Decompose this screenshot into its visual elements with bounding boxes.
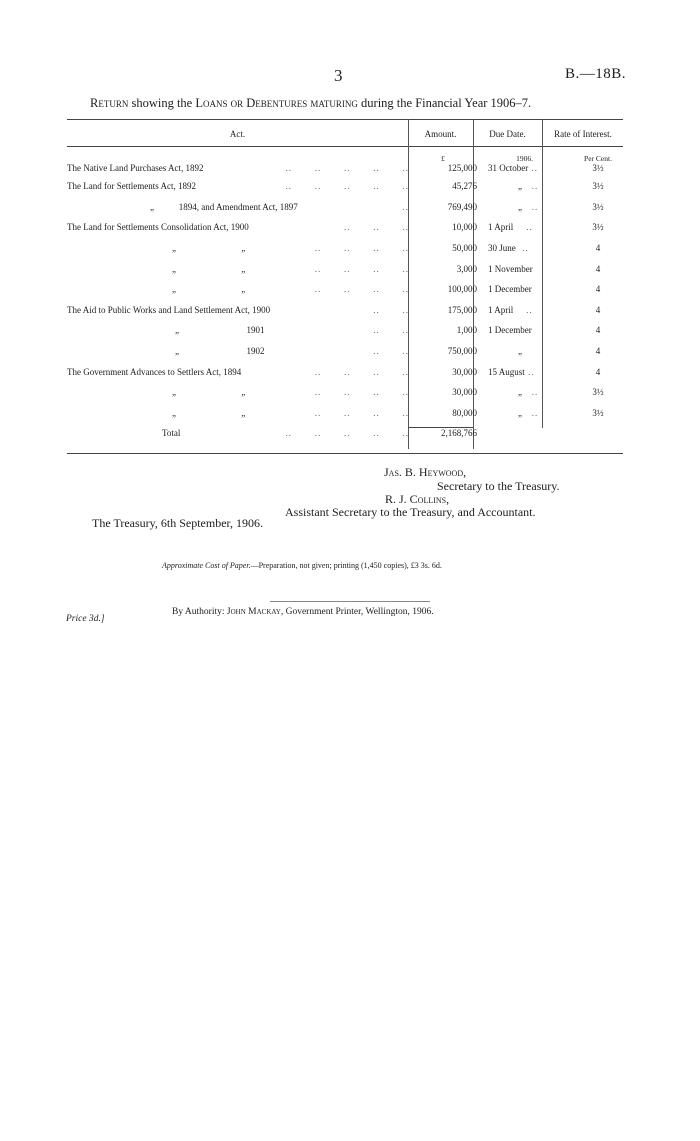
leader-dots: .. .. .. xyxy=(344,222,409,233)
act-name: „ 1894, and Amendment Act, 1897 xyxy=(150,201,298,212)
due-cell xyxy=(483,217,561,238)
leader-dots: .. .. xyxy=(373,304,409,315)
amount-value: 10,000 xyxy=(452,222,477,233)
amount-value: 1,000 xyxy=(456,325,477,336)
act-cell xyxy=(67,361,409,382)
printer-authority xyxy=(172,607,434,617)
leader-dots: .. .. .. .. xyxy=(314,243,409,254)
act-name: „ „ xyxy=(172,263,246,274)
due-cell xyxy=(483,150,561,176)
rate-value: 3½ xyxy=(592,181,604,192)
rate-cell xyxy=(561,150,635,176)
due-value: 1 April xyxy=(488,222,514,233)
leader-dots: .. xyxy=(522,407,539,418)
header-act: Act. xyxy=(229,129,246,139)
table-row xyxy=(67,382,635,403)
page-number: 3 xyxy=(334,66,343,85)
signatory-name-1 xyxy=(384,465,466,480)
rate-value: 3½ xyxy=(592,407,604,418)
act-cell xyxy=(67,403,409,424)
act-cell xyxy=(67,176,409,197)
due-value: 31 October xyxy=(488,162,529,173)
table-row xyxy=(67,341,635,362)
table-row xyxy=(67,176,635,197)
rate-value: 3½ xyxy=(592,162,604,173)
rate-value: 4 xyxy=(595,243,601,254)
act-name: „ 1902 xyxy=(175,346,265,357)
due-value: „ xyxy=(518,201,522,212)
rate-value: 3½ xyxy=(592,222,604,233)
leader-dots: .. .. .. .. xyxy=(314,284,409,295)
amount-value: 3,000 xyxy=(456,263,477,274)
table-row xyxy=(67,361,635,382)
table-row xyxy=(67,217,635,238)
signatory-title-1: Secretary to the Treasury. xyxy=(437,479,560,493)
leader-dots: .. xyxy=(524,366,535,377)
cost-text: —Preparation, not given; printing (1,450 copies), £3 3s. 6d. xyxy=(250,561,442,570)
act-name: „ „ xyxy=(172,243,246,254)
amount-value: 769,490 xyxy=(447,201,477,212)
title-return-word: Return xyxy=(90,96,129,110)
title-showing: showing the xyxy=(128,96,196,110)
due-cell xyxy=(483,361,561,382)
leader-dots: .. xyxy=(402,201,409,212)
amount-value: 30,000 xyxy=(452,387,477,398)
table-row xyxy=(67,197,635,218)
amount-cell xyxy=(409,150,483,176)
signatory-name-2-text: R. J. Collins, xyxy=(385,492,450,506)
table-row xyxy=(67,258,635,279)
rate-value: 4 xyxy=(595,263,601,274)
leader-dots: .. xyxy=(522,201,539,212)
amount-value: 750,000 xyxy=(447,346,477,357)
rate-cell xyxy=(561,423,635,444)
amount-value: 30,000 xyxy=(452,366,477,377)
act-name: „ „ xyxy=(172,284,246,295)
rate-unit: Per Cent. xyxy=(584,153,612,163)
act-cell xyxy=(67,150,409,176)
act-cell xyxy=(67,320,409,341)
act-cell xyxy=(67,382,409,403)
amount-value: 175,000 xyxy=(447,304,477,315)
act-cell xyxy=(67,217,409,238)
act-cell xyxy=(67,423,409,444)
cost-of-paper xyxy=(162,561,442,570)
table-bottom-rule xyxy=(67,453,623,454)
due-cell xyxy=(483,382,561,403)
document-reference: B.—18B. xyxy=(565,66,627,82)
due-cell xyxy=(483,341,561,362)
cost-label: Approximate Cost of Paper. xyxy=(162,561,251,570)
due-value: „ xyxy=(518,181,522,192)
place-and-date: The Treasury, 6th September, 1906. xyxy=(92,516,264,530)
amount-value: 50,000 xyxy=(452,243,477,254)
leader-dots: .. .. .. .. xyxy=(314,407,409,418)
leader-dots: .. xyxy=(522,181,539,192)
due-cell xyxy=(483,300,561,321)
due-cell xyxy=(483,238,561,259)
header-due-date: Due Date. xyxy=(489,129,526,139)
rate-value: 3½ xyxy=(592,201,604,212)
act-cell xyxy=(67,279,409,300)
act-cell xyxy=(67,300,409,321)
leader-dots: .. .. .. .. .. xyxy=(285,428,409,439)
table-header-rule xyxy=(67,146,623,147)
due-value: „ xyxy=(518,407,522,418)
act-cell xyxy=(67,258,409,279)
rate-value: 4 xyxy=(595,284,601,295)
leader-dots: .. .. xyxy=(373,325,409,336)
amount-value: 80,000 xyxy=(452,407,477,418)
amount-value: 45,276 xyxy=(452,181,477,192)
table-row xyxy=(67,150,635,176)
leader-dots: .. .. .. .. xyxy=(314,263,409,274)
leader-dots: .. .. xyxy=(373,346,409,357)
rate-value: 4 xyxy=(595,304,601,315)
leader-dots: .. xyxy=(513,222,533,233)
loans-table xyxy=(67,150,635,444)
leader-dots: .. .. .. .. xyxy=(314,366,409,377)
leader-dots: .. .. .. .. .. xyxy=(285,162,409,173)
total-amount: 2,168,766 xyxy=(441,428,477,439)
table-row xyxy=(67,403,635,424)
act-cell xyxy=(67,197,409,218)
total-label: Total xyxy=(162,428,181,439)
signatory-name-1-text: Jas. B. Heywood, xyxy=(384,465,467,479)
leader-dots: .. xyxy=(515,243,529,254)
return-title xyxy=(90,96,531,111)
table-row xyxy=(67,238,635,259)
due-cell xyxy=(483,423,561,444)
due-cell xyxy=(483,176,561,197)
authority-prefix: By Authority: xyxy=(172,607,227,617)
rate-value: 3½ xyxy=(592,387,604,398)
leader-dots: .. .. .. .. xyxy=(314,387,409,398)
act-name: The Native Land Purchases Act, 1892 xyxy=(67,162,204,173)
price: Price 3d.] xyxy=(66,614,105,624)
act-name: The Land for Settlements Act, 1892 xyxy=(67,181,196,192)
due-cell xyxy=(483,403,561,424)
due-value: „ xyxy=(518,346,522,357)
leader-dots: .. xyxy=(513,304,533,315)
act-name: The Aid to Public Works and Land Settlement Act, 1900 xyxy=(67,304,271,315)
table-row xyxy=(67,320,635,341)
act-cell xyxy=(67,341,409,362)
due-value: 1 December xyxy=(488,284,532,295)
due-value: 15 August xyxy=(488,366,525,377)
rate-value: 4 xyxy=(595,366,601,377)
signatory-title-2: Assistant Secretary to the Treasury, and Accountant. xyxy=(285,505,536,519)
act-name: „ „ xyxy=(172,407,246,418)
printer-name: John Mackay xyxy=(226,607,281,617)
due-value: 1 December xyxy=(488,325,532,336)
title-loans: Loans or Debentures maturing xyxy=(195,96,358,110)
amount-unit: £ xyxy=(441,153,445,163)
act-name: „ „ xyxy=(172,387,246,398)
date-year: 1906. xyxy=(516,153,533,163)
header-rate: Rate of Interest. xyxy=(554,129,612,139)
rate-value: 4 xyxy=(595,346,601,357)
act-cell xyxy=(67,238,409,259)
act-name: The Government Advances to Settlers Act, 1894 xyxy=(67,366,242,377)
table-top-rule xyxy=(67,119,623,120)
due-cell xyxy=(483,197,561,218)
amount-value: 125,000 xyxy=(447,162,477,173)
due-value: 1 November xyxy=(488,263,533,274)
leader-dots: .. xyxy=(522,387,539,398)
table-row xyxy=(67,279,635,300)
act-name: The Land for Settlements Consolidation Act, 1900 xyxy=(67,222,249,233)
rate-value: 4 xyxy=(595,325,601,336)
leader-dots: .. .. .. .. .. xyxy=(285,181,409,192)
authority-suffix: , Government Printer, Wellington, 1906. xyxy=(280,607,434,617)
total-row xyxy=(67,423,635,444)
leader-dots: .. xyxy=(528,162,538,173)
table-row xyxy=(67,300,635,321)
due-value: „ xyxy=(518,387,522,398)
header-amount: Amount. xyxy=(424,129,457,139)
authority-rule xyxy=(270,601,430,602)
due-value: 1 April xyxy=(488,304,514,315)
amount-value: 100,000 xyxy=(447,284,477,295)
title-during: during the Financial Year 1906–7. xyxy=(357,96,532,110)
act-name: „ 1901 xyxy=(175,325,265,336)
due-value: 30 June xyxy=(488,243,516,254)
